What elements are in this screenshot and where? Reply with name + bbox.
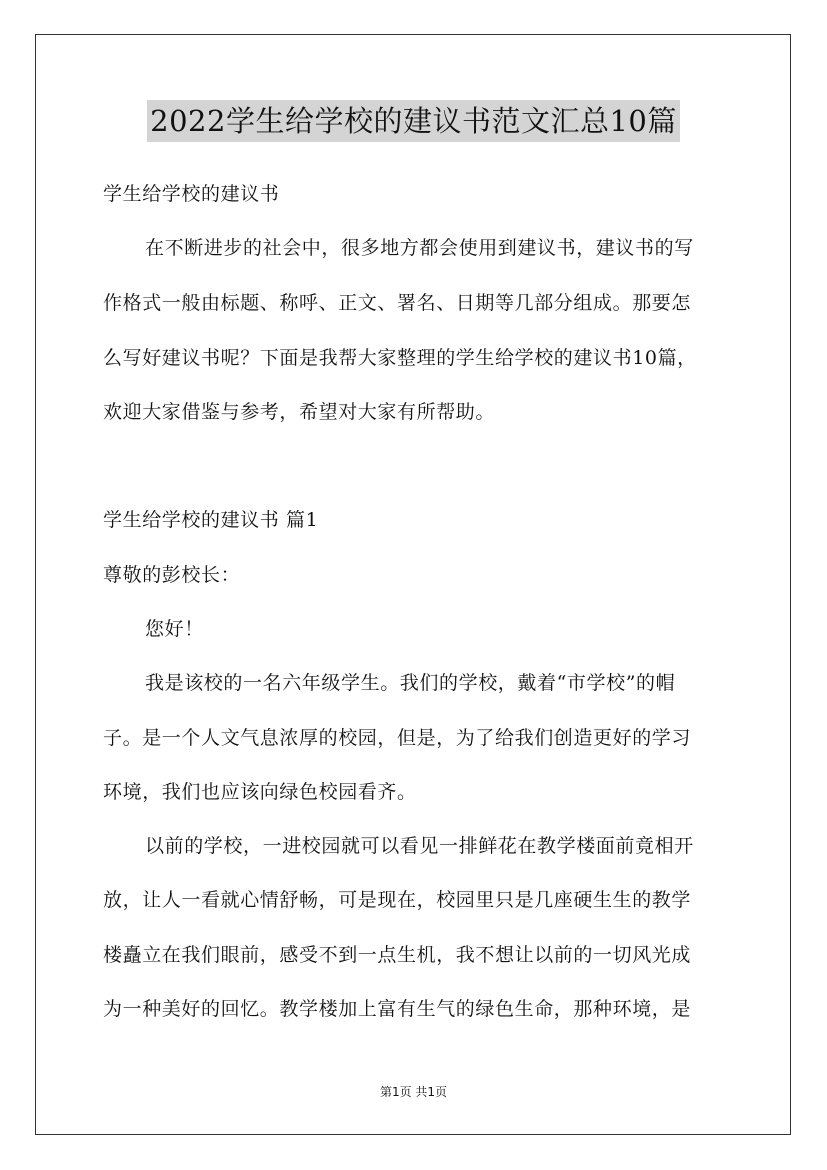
body-line: 以前的学校，一进校园就可以看见一排鲜花在教学楼面前竟相开: [145, 835, 694, 857]
document-title: 2022学生给学校的建议书范文汇总10篇: [147, 100, 680, 142]
body-line: 放，让人一看就心情舒畅，可是现在，校园里只是几座硬生生的教学: [103, 889, 692, 911]
body-line: 环境，我们也应该向绿色校园看齐。: [103, 781, 417, 803]
body-line: 子。是一个人文气息浓厚的校园，但是，为了给我们创造更好的学习: [103, 727, 692, 749]
body-line: 楼矗立在我们眼前，感受不到一点生机，我不想让以前的一切风光成: [103, 944, 692, 966]
body-line: 么写好建议书呢？下面是我帮大家整理的学生给学校的建议书10篇，: [103, 347, 697, 369]
title-container: [0, 100, 827, 142]
body-line: 我是该校的一名六年级学生。我们的学校，戴着“市学校”的帽: [145, 672, 676, 694]
subtitle-line: 学生给学校的建议书: [103, 183, 280, 205]
page-footer: 第1页 共1页: [379, 1085, 448, 1099]
body-line: 欢迎大家借鉴与参考，希望对大家有所帮助。: [103, 401, 496, 423]
salutation-line: 尊敬的彭校长：: [103, 564, 241, 586]
body-line: 为一种美好的回忆。教学楼加上富有生气的绿色生命，那种环境，是: [103, 998, 692, 1020]
body-line: 作格式一般由标题、称呼、正文、署名、日期等几部分组成。那要怎: [103, 292, 692, 314]
greeting-line: 您好！: [145, 618, 204, 640]
body-line: 在不断进步的社会中，很多地方都会使用到建议书，建议书的写: [145, 237, 694, 259]
section-heading: 学生给学校的建议书 篇1: [103, 509, 319, 531]
